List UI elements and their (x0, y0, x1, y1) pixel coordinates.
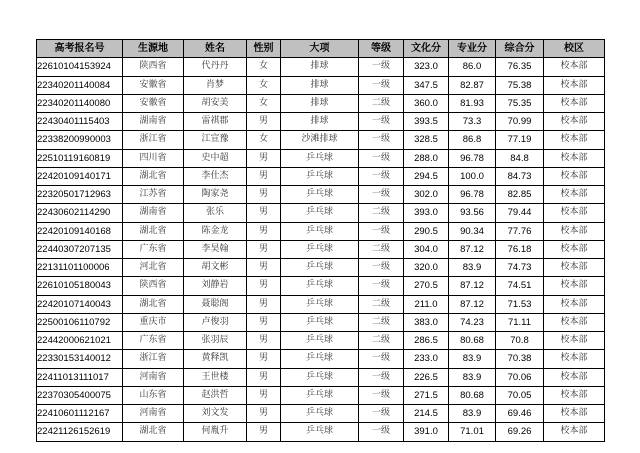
origin-cell: 广东省 (123, 332, 184, 350)
exam-id-cell: 22340201140084 (37, 76, 123, 94)
total-score-cell: 82.85 (496, 186, 544, 204)
major-score-cell: 90.34 (449, 222, 496, 240)
header-origin: 生源地 (123, 40, 184, 58)
exam-id-cell: 22338200990003 (37, 131, 123, 149)
origin-cell: 浙江省 (123, 350, 184, 368)
level-cell: 二级 (359, 204, 404, 222)
origin-cell: 山东省 (123, 386, 184, 404)
origin-cell: 陕西省 (123, 58, 184, 76)
origin-cell: 湖北省 (123, 222, 184, 240)
level-cell: 一级 (359, 58, 404, 76)
campus-cell: 校本部 (544, 368, 605, 386)
table-row (37, 423, 605, 441)
name-cell: 胡安美 (184, 94, 247, 112)
exam-id-cell: 22510119160819 (37, 149, 123, 167)
gender-cell: 男 (247, 113, 281, 131)
name-cell: 卢俊羽 (184, 313, 247, 331)
level-cell: 二级 (359, 332, 404, 350)
sport-cell: 乒乓球 (281, 368, 359, 386)
name-cell: 何胤升 (184, 423, 247, 441)
major-score-cell: 81.93 (449, 94, 496, 112)
sport-cell: 乒乓球 (281, 167, 359, 185)
origin-cell: 湖北省 (123, 423, 184, 441)
gender-cell: 男 (247, 167, 281, 185)
name-cell: 黄释凯 (184, 350, 247, 368)
sport-cell: 排球 (281, 76, 359, 94)
level-cell: 一级 (359, 350, 404, 368)
name-cell: 聂聪阁 (184, 295, 247, 313)
major-score-cell: 93.56 (449, 204, 496, 222)
total-score-cell: 71.53 (496, 295, 544, 313)
major-score-cell: 82.87 (449, 76, 496, 94)
campus-cell: 校本部 (544, 94, 605, 112)
table-row (37, 222, 605, 240)
culture-score-cell: 383.0 (404, 313, 449, 331)
gender-cell: 男 (247, 222, 281, 240)
total-score-cell: 77.19 (496, 131, 544, 149)
culture-score-cell: 323.0 (404, 58, 449, 76)
table-row (37, 149, 605, 167)
total-score-cell: 70.05 (496, 386, 544, 404)
origin-cell: 浙江省 (123, 131, 184, 149)
table-row (37, 386, 605, 404)
culture-score-cell: 211.0 (404, 295, 449, 313)
exam-id-cell: 22430401115403 (37, 113, 123, 131)
campus-cell: 校本部 (544, 386, 605, 404)
total-score-cell: 75.35 (496, 94, 544, 112)
campus-cell: 校本部 (544, 405, 605, 423)
table-row (37, 259, 605, 277)
level-cell: 二级 (359, 313, 404, 331)
sport-cell: 乒乓球 (281, 186, 359, 204)
culture-score-cell: 286.5 (404, 332, 449, 350)
sport-cell: 乒乓球 (281, 386, 359, 404)
level-cell: 一级 (359, 149, 404, 167)
culture-score-cell: 393.0 (404, 204, 449, 222)
table-row (37, 277, 605, 295)
origin-cell: 河南省 (123, 405, 184, 423)
campus-cell: 校本部 (544, 204, 605, 222)
sport-cell: 排球 (281, 94, 359, 112)
table-row (37, 186, 605, 204)
campus-cell: 校本部 (544, 222, 605, 240)
exam-id-cell: 22610105180043 (37, 277, 123, 295)
campus-cell: 校本部 (544, 332, 605, 350)
campus-cell: 校本部 (544, 423, 605, 441)
culture-score-cell: 271.5 (404, 386, 449, 404)
origin-cell: 陕西省 (123, 277, 184, 295)
exam-id-cell: 22430602114290 (37, 204, 123, 222)
name-cell: 雷祺郡 (184, 113, 247, 131)
origin-cell: 重庆市 (123, 313, 184, 331)
level-cell: 一级 (359, 186, 404, 204)
table-row (37, 313, 605, 331)
total-score-cell: 77.76 (496, 222, 544, 240)
sport-cell: 乒乓球 (281, 423, 359, 441)
name-cell: 江宣豫 (184, 131, 247, 149)
origin-cell: 河南省 (123, 368, 184, 386)
name-cell: 王世楼 (184, 368, 247, 386)
level-cell: 一级 (359, 222, 404, 240)
name-cell: 陶家尧 (184, 186, 247, 204)
sport-cell: 排球 (281, 113, 359, 131)
origin-cell: 四川省 (123, 149, 184, 167)
gender-cell: 男 (247, 313, 281, 331)
level-cell: 一级 (359, 277, 404, 295)
total-score-cell: 74.51 (496, 277, 544, 295)
total-score-cell: 84.8 (496, 149, 544, 167)
level-cell: 一级 (359, 131, 404, 149)
exam-id-cell: 22610104153924 (37, 58, 123, 76)
sport-cell: 乒乓球 (281, 240, 359, 258)
culture-score-cell: 304.0 (404, 240, 449, 258)
name-cell: 肖梦 (184, 76, 247, 94)
campus-cell: 校本部 (544, 259, 605, 277)
origin-cell: 安徽省 (123, 94, 184, 112)
origin-cell: 河北省 (123, 259, 184, 277)
major-score-cell: 87.12 (449, 295, 496, 313)
gender-cell: 男 (247, 350, 281, 368)
gender-cell: 男 (247, 204, 281, 222)
culture-score-cell: 288.0 (404, 149, 449, 167)
sport-cell: 沙滩排球 (281, 131, 359, 149)
total-score-cell: 69.26 (496, 423, 544, 441)
level-cell: 二级 (359, 240, 404, 258)
total-score-cell: 69.46 (496, 405, 544, 423)
major-score-cell: 96.78 (449, 186, 496, 204)
campus-cell: 校本部 (544, 76, 605, 94)
campus-cell: 校本部 (544, 58, 605, 76)
exam-id-cell: 22420109140171 (37, 167, 123, 185)
sport-cell: 乒乓球 (281, 405, 359, 423)
major-score-cell: 96.78 (449, 149, 496, 167)
major-score-cell: 83.9 (449, 368, 496, 386)
campus-cell: 校本部 (544, 313, 605, 331)
origin-cell: 湖北省 (123, 295, 184, 313)
table-row (37, 58, 605, 76)
campus-cell: 校本部 (544, 350, 605, 368)
level-cell: 一级 (359, 259, 404, 277)
table-row (37, 94, 605, 112)
gender-cell: 男 (247, 149, 281, 167)
header-major-score: 专业分 (449, 40, 496, 58)
header-row (37, 40, 605, 58)
level-cell: 一级 (359, 76, 404, 94)
level-cell: 一级 (359, 423, 404, 441)
header-campus: 校区 (544, 40, 605, 58)
sport-cell: 排球 (281, 58, 359, 76)
exam-id-cell: 22411013111017 (37, 368, 123, 386)
exam-id-cell: 22340201140080 (37, 94, 123, 112)
campus-cell: 校本部 (544, 167, 605, 185)
gender-cell: 男 (247, 332, 281, 350)
major-score-cell: 80.68 (449, 332, 496, 350)
sport-cell: 乒乓球 (281, 313, 359, 331)
level-cell: 一级 (359, 167, 404, 185)
major-score-cell: 87.12 (449, 240, 496, 258)
major-score-cell: 80.68 (449, 386, 496, 404)
culture-score-cell: 290.5 (404, 222, 449, 240)
gender-cell: 男 (247, 186, 281, 204)
exam-id-cell: 22131101100006 (37, 259, 123, 277)
table-row (37, 131, 605, 149)
origin-cell: 江苏省 (123, 186, 184, 204)
sport-cell: 乒乓球 (281, 295, 359, 313)
origin-cell: 安徽省 (123, 76, 184, 94)
exam-id-cell: 22370305400075 (37, 386, 123, 404)
exam-id-cell: 22420107140043 (37, 295, 123, 313)
name-cell: 刘静岩 (184, 277, 247, 295)
header-exam-id: 高考报名号 (37, 40, 123, 58)
campus-cell: 校本部 (544, 277, 605, 295)
campus-cell: 校本部 (544, 186, 605, 204)
total-score-cell: 74.73 (496, 259, 544, 277)
exam-id-cell: 22442000621021 (37, 332, 123, 350)
gender-cell: 女 (247, 58, 281, 76)
table-row (37, 167, 605, 185)
name-cell: 张乐 (184, 204, 247, 222)
gender-cell: 男 (247, 259, 281, 277)
culture-score-cell: 233.0 (404, 350, 449, 368)
sport-cell: 乒乓球 (281, 332, 359, 350)
origin-cell: 广东省 (123, 240, 184, 258)
total-score-cell: 70.06 (496, 368, 544, 386)
gender-cell: 男 (247, 386, 281, 404)
table-row (37, 332, 605, 350)
table-row (37, 295, 605, 313)
sport-cell: 乒乓球 (281, 204, 359, 222)
culture-score-cell: 294.5 (404, 167, 449, 185)
total-score-cell: 79.44 (496, 204, 544, 222)
table-row (37, 204, 605, 222)
exam-id-cell: 22410601112167 (37, 405, 123, 423)
level-cell: 二级 (359, 295, 404, 313)
gender-cell: 女 (247, 94, 281, 112)
name-cell: 刘文发 (184, 405, 247, 423)
name-cell: 赵洪哲 (184, 386, 247, 404)
sport-cell: 乒乓球 (281, 350, 359, 368)
gender-cell: 男 (247, 368, 281, 386)
major-score-cell: 74.23 (449, 313, 496, 331)
table-row (37, 405, 605, 423)
culture-score-cell: 347.5 (404, 76, 449, 94)
major-score-cell: 73.3 (449, 113, 496, 131)
name-cell: 李仕杰 (184, 167, 247, 185)
major-score-cell: 86.8 (449, 131, 496, 149)
total-score-cell: 71.11 (496, 313, 544, 331)
exam-id-cell: 22420109140168 (37, 222, 123, 240)
gender-cell: 男 (247, 423, 281, 441)
major-score-cell: 83.9 (449, 350, 496, 368)
culture-score-cell: 270.5 (404, 277, 449, 295)
sport-cell: 乒乓球 (281, 277, 359, 295)
level-cell: 二级 (359, 94, 404, 112)
campus-cell: 校本部 (544, 149, 605, 167)
name-cell: 陈金龙 (184, 222, 247, 240)
campus-cell: 校本部 (544, 131, 605, 149)
header-gender: 性别 (247, 40, 281, 58)
level-cell: 一级 (359, 368, 404, 386)
major-score-cell: 86.0 (449, 58, 496, 76)
total-score-cell: 76.18 (496, 240, 544, 258)
level-cell: 一级 (359, 113, 404, 131)
header-culture-score: 文化分 (404, 40, 449, 58)
total-score-cell: 70.99 (496, 113, 544, 131)
gender-cell: 女 (247, 131, 281, 149)
sport-cell: 乒乓球 (281, 259, 359, 277)
exam-id-cell: 22330153140012 (37, 350, 123, 368)
major-score-cell: 83.9 (449, 259, 496, 277)
level-cell: 一级 (359, 386, 404, 404)
culture-score-cell: 328.5 (404, 131, 449, 149)
table-row (37, 113, 605, 131)
total-score-cell: 70.38 (496, 350, 544, 368)
culture-score-cell: 214.5 (404, 405, 449, 423)
name-cell: 李昊翰 (184, 240, 247, 258)
culture-score-cell: 302.0 (404, 186, 449, 204)
name-cell: 张羽辰 (184, 332, 247, 350)
culture-score-cell: 393.5 (404, 113, 449, 131)
table-row (37, 240, 605, 258)
table-row (37, 350, 605, 368)
header-total-score: 综合分 (496, 40, 544, 58)
major-score-cell: 71.01 (449, 423, 496, 441)
total-score-cell: 84.73 (496, 167, 544, 185)
gender-cell: 男 (247, 277, 281, 295)
origin-cell: 湖南省 (123, 113, 184, 131)
campus-cell: 校本部 (544, 113, 605, 131)
total-score-cell: 76.35 (496, 58, 544, 76)
admission-score-table (36, 39, 605, 442)
culture-score-cell: 360.0 (404, 94, 449, 112)
total-score-cell: 70.8 (496, 332, 544, 350)
name-cell: 代丹丹 (184, 58, 247, 76)
exam-id-cell: 22500106110792 (37, 313, 123, 331)
major-score-cell: 83.9 (449, 405, 496, 423)
exam-id-cell: 22320501712963 (37, 186, 123, 204)
campus-cell: 校本部 (544, 240, 605, 258)
header-level: 等级 (359, 40, 404, 58)
major-score-cell: 87.12 (449, 277, 496, 295)
header-sport: 大项 (281, 40, 359, 58)
name-cell: 史中超 (184, 149, 247, 167)
exam-id-cell: 22440307207135 (37, 240, 123, 258)
table-row (37, 76, 605, 94)
culture-score-cell: 391.0 (404, 423, 449, 441)
level-cell: 一级 (359, 405, 404, 423)
origin-cell: 湖南省 (123, 204, 184, 222)
sport-cell: 乒乓球 (281, 222, 359, 240)
exam-id-cell: 22421126152619 (37, 423, 123, 441)
culture-score-cell: 226.5 (404, 368, 449, 386)
name-cell: 胡文彬 (184, 259, 247, 277)
gender-cell: 男 (247, 295, 281, 313)
sport-cell: 乒乓球 (281, 149, 359, 167)
gender-cell: 男 (247, 405, 281, 423)
culture-score-cell: 320.0 (404, 259, 449, 277)
major-score-cell: 100.0 (449, 167, 496, 185)
campus-cell: 校本部 (544, 295, 605, 313)
gender-cell: 男 (247, 240, 281, 258)
gender-cell: 女 (247, 76, 281, 94)
origin-cell: 湖北省 (123, 167, 184, 185)
total-score-cell: 75.38 (496, 76, 544, 94)
header-name: 姓名 (184, 40, 247, 58)
table-row (37, 368, 605, 386)
